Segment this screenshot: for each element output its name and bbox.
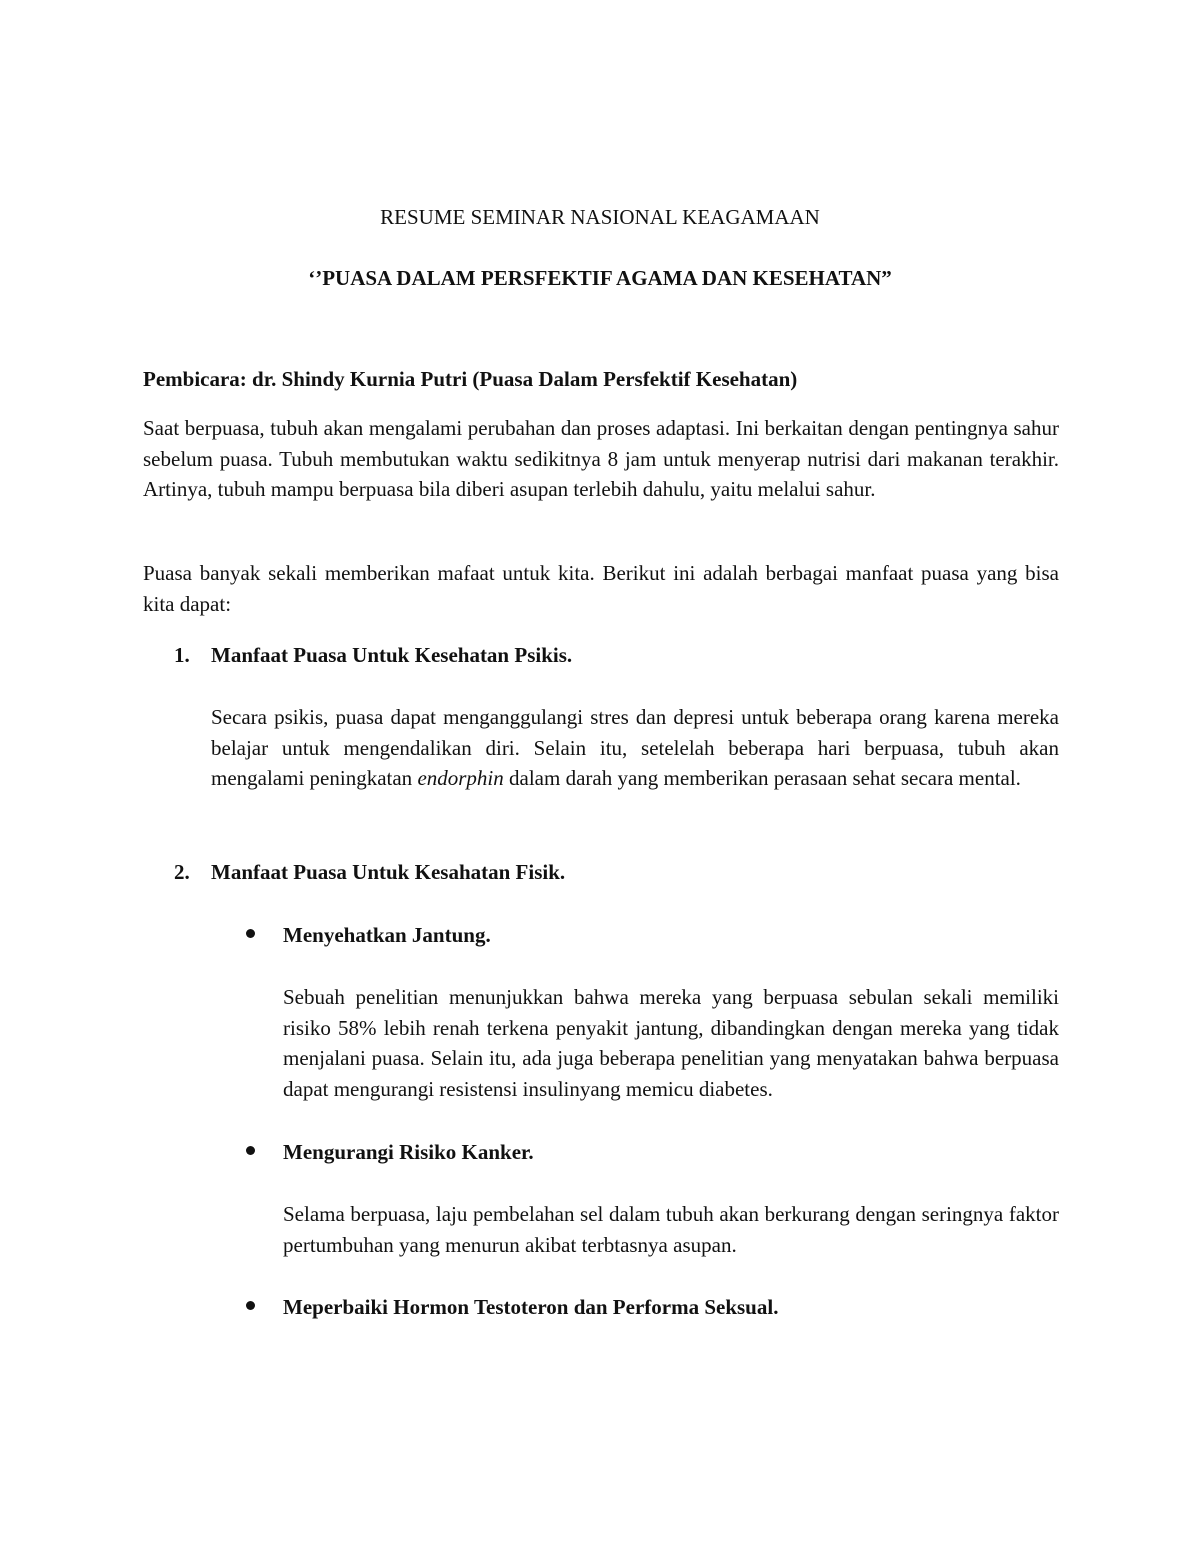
psikis-text-after: dalam darah yang memberikan perasaan sehat secara mental. <box>503 766 1021 791</box>
section-heading-psikis: Manfaat Puasa Untuk Kesehatan Psikis. <box>211 643 573 667</box>
psikis-text-before: Secara psikis, puasa dapat menganggulangi stres dan depresi untuk beberapa orang karena mereka belajar untuk mengendalikan diri. Selain itu, setelelah beberapa hari berpuasa, tubuh akan mengalami peningkatan <box>211 705 1059 791</box>
document-title: RESUME SEMINAR NASIONAL KEAGAMAAN <box>380 205 820 229</box>
benefits-intro-paragraph: Puasa banyak sekali memberikan mafaat untuk kita. Berikut ini adalah berbagai manfaat puasa yang bisa kita dapat: <box>143 561 1059 616</box>
bullet-heading-hormon: Meperbaiki Hormon Testoteron dan Performa Seksual. <box>283 1295 779 1319</box>
section-number-1: 1. <box>174 643 190 667</box>
bullet-paragraph-kanker: Selama berpuasa, laju pembelahan sel dalam tubuh akan berkurang dengan seringnya faktor pertumbuhan yang menurun akibat terbtasnya asupan. <box>283 1202 1059 1257</box>
bullet-heading-jantung: Menyehatkan Jantung. <box>283 923 491 947</box>
section-number-2: 2. <box>174 860 190 884</box>
bullet-paragraph-jantung: Sebuah penelitian menunjukkan bahwa mereka yang berpuasa sebulan sekali memiliki risiko 58% lebih renah terkena penyakit jantung, dibandingkan dengan mereka yang tidak menjalani puasa. Selain itu, ada juga beberapa penelitian yang menyatakan bahwa berpuasa dapat mengurangi resistensi insulinyang memicu diabetes. <box>283 985 1059 1101</box>
bullet-heading-kanker: Mengurangi Risiko Kanker. <box>283 1140 534 1164</box>
speaker-line: Pembicara: dr. Shindy Kurnia Putri (Puasa Dalam Persfektif Kesehatan) <box>143 367 798 391</box>
bullet-icon <box>246 1146 255 1155</box>
bullet-icon <box>246 1301 255 1310</box>
endorphin-term: endorphin <box>417 766 504 791</box>
intro-paragraph: Saat berpuasa, tubuh akan mengalami perubahan dan proses adaptasi. Ini berkaitan dengan pentingnya sahur sebelum puasa. Tubuh membutukan waktu sedikitnya 8 jam untuk menyerap nutrisi dari makanan terakhir. Artinya, tubuh mampu berpuasa bila diberi asupan terlebih dahulu, yaitu melalui sahur. <box>143 416 1059 502</box>
bullet-icon <box>246 929 255 938</box>
section-heading-fisik: Manfaat Puasa Untuk Kesahatan Fisik. <box>211 860 566 884</box>
section-paragraph-psikis <box>211 702 1059 794</box>
document-subtitle: ‘’PUASA DALAM PERSFEKTIF AGAMA DAN KESEHATAN” <box>308 266 892 290</box>
